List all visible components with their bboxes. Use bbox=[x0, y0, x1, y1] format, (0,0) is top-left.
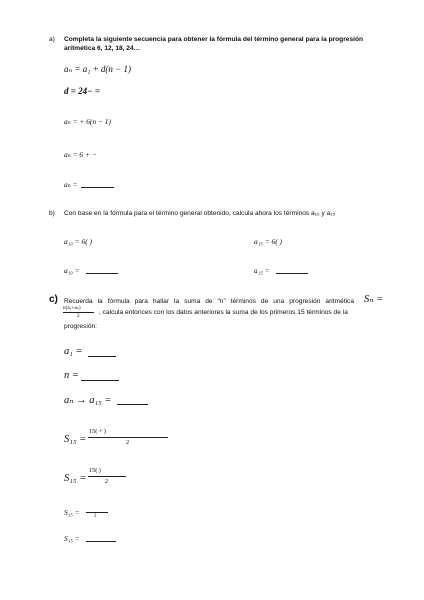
s15-numerator-2: 15( ) bbox=[89, 467, 101, 474]
sum-formula-numerator: n(a₁+aₙ) bbox=[63, 305, 81, 311]
sum-formula-denominator: 2 bbox=[77, 313, 80, 319]
a15-calculation: a₁₅ = 6( ) bbox=[254, 237, 282, 246]
a10-calculation: a₁₀ = 6( ) bbox=[64, 237, 92, 246]
sum-formula-symbol: Sₙ = bbox=[364, 294, 384, 305]
part-c-line2: , calcula entonces con los datos anteriores la suma de los primeros 15 términos de la bbox=[99, 309, 348, 316]
part-c-line3: progresión: bbox=[64, 323, 97, 330]
s15-fraction-bar-1 bbox=[88, 437, 168, 438]
s15-numerator-1: 15( + ) bbox=[89, 428, 106, 435]
n-label: n = bbox=[64, 370, 79, 381]
an-substitution-line2: aₙ = 6 + − bbox=[64, 150, 97, 159]
part-c-line1: Recuerda la fórmula para hallar la suma de “n” términos de una progresión aritmética bbox=[64, 298, 354, 305]
an-substitution-line1: aₙ = + 6(n − 1) bbox=[64, 117, 111, 126]
s15-denominator-3: 2 bbox=[94, 514, 97, 519]
part-b-instruction: Con base en la fórmula para el término general obtenido, calcula ahora los términos a₁₀ y a₁₅ bbox=[64, 210, 336, 217]
s15-fraction-bar-3[interactable] bbox=[86, 512, 108, 513]
an-final-answer-field[interactable] bbox=[81, 180, 114, 188]
n-answer-field[interactable] bbox=[81, 372, 119, 381]
an-a15-label: aₙ → a₁₅ = bbox=[64, 395, 112, 406]
s15-label-2: S₁₅ = bbox=[64, 473, 87, 484]
part-b-label: b) bbox=[49, 210, 55, 217]
part-c-label: c) bbox=[49, 294, 58, 305]
an-a15-answer-field[interactable] bbox=[117, 396, 148, 405]
part-a-instruction-line2: aritmética 6, 12, 18, 24… bbox=[64, 45, 141, 52]
s15-fraction-bar-2 bbox=[88, 476, 126, 477]
a10-result-field[interactable] bbox=[86, 266, 118, 274]
a1-label: a₁ = bbox=[64, 346, 83, 357]
part-a-label: a) bbox=[49, 36, 55, 43]
s15-final-answer-field[interactable] bbox=[86, 534, 116, 542]
s15-label-1: S₁₅ = bbox=[64, 434, 87, 445]
general-term-formula: aₙ = a₁ + d(n − 1) bbox=[64, 64, 131, 74]
common-difference-line: d = 24− = bbox=[64, 86, 100, 96]
s15-denominator-2: 2 bbox=[105, 478, 109, 485]
s15-label-3: S₁₅ = bbox=[64, 508, 80, 517]
a15-result-field[interactable] bbox=[276, 266, 308, 274]
s15-denominator-1: 2 bbox=[126, 439, 130, 446]
s15-final-label: S₁₅ = bbox=[64, 534, 80, 543]
a10-result-label: a₁₀ = bbox=[64, 266, 80, 275]
part-a-instruction-line1: Completa la siguiente secuencia para obtener la fórmula del término general para la progresión bbox=[64, 36, 364, 43]
a1-answer-field[interactable] bbox=[88, 348, 116, 357]
an-final-label: aₙ = bbox=[64, 180, 78, 189]
a15-result-label: a₁₅ = bbox=[254, 266, 270, 275]
